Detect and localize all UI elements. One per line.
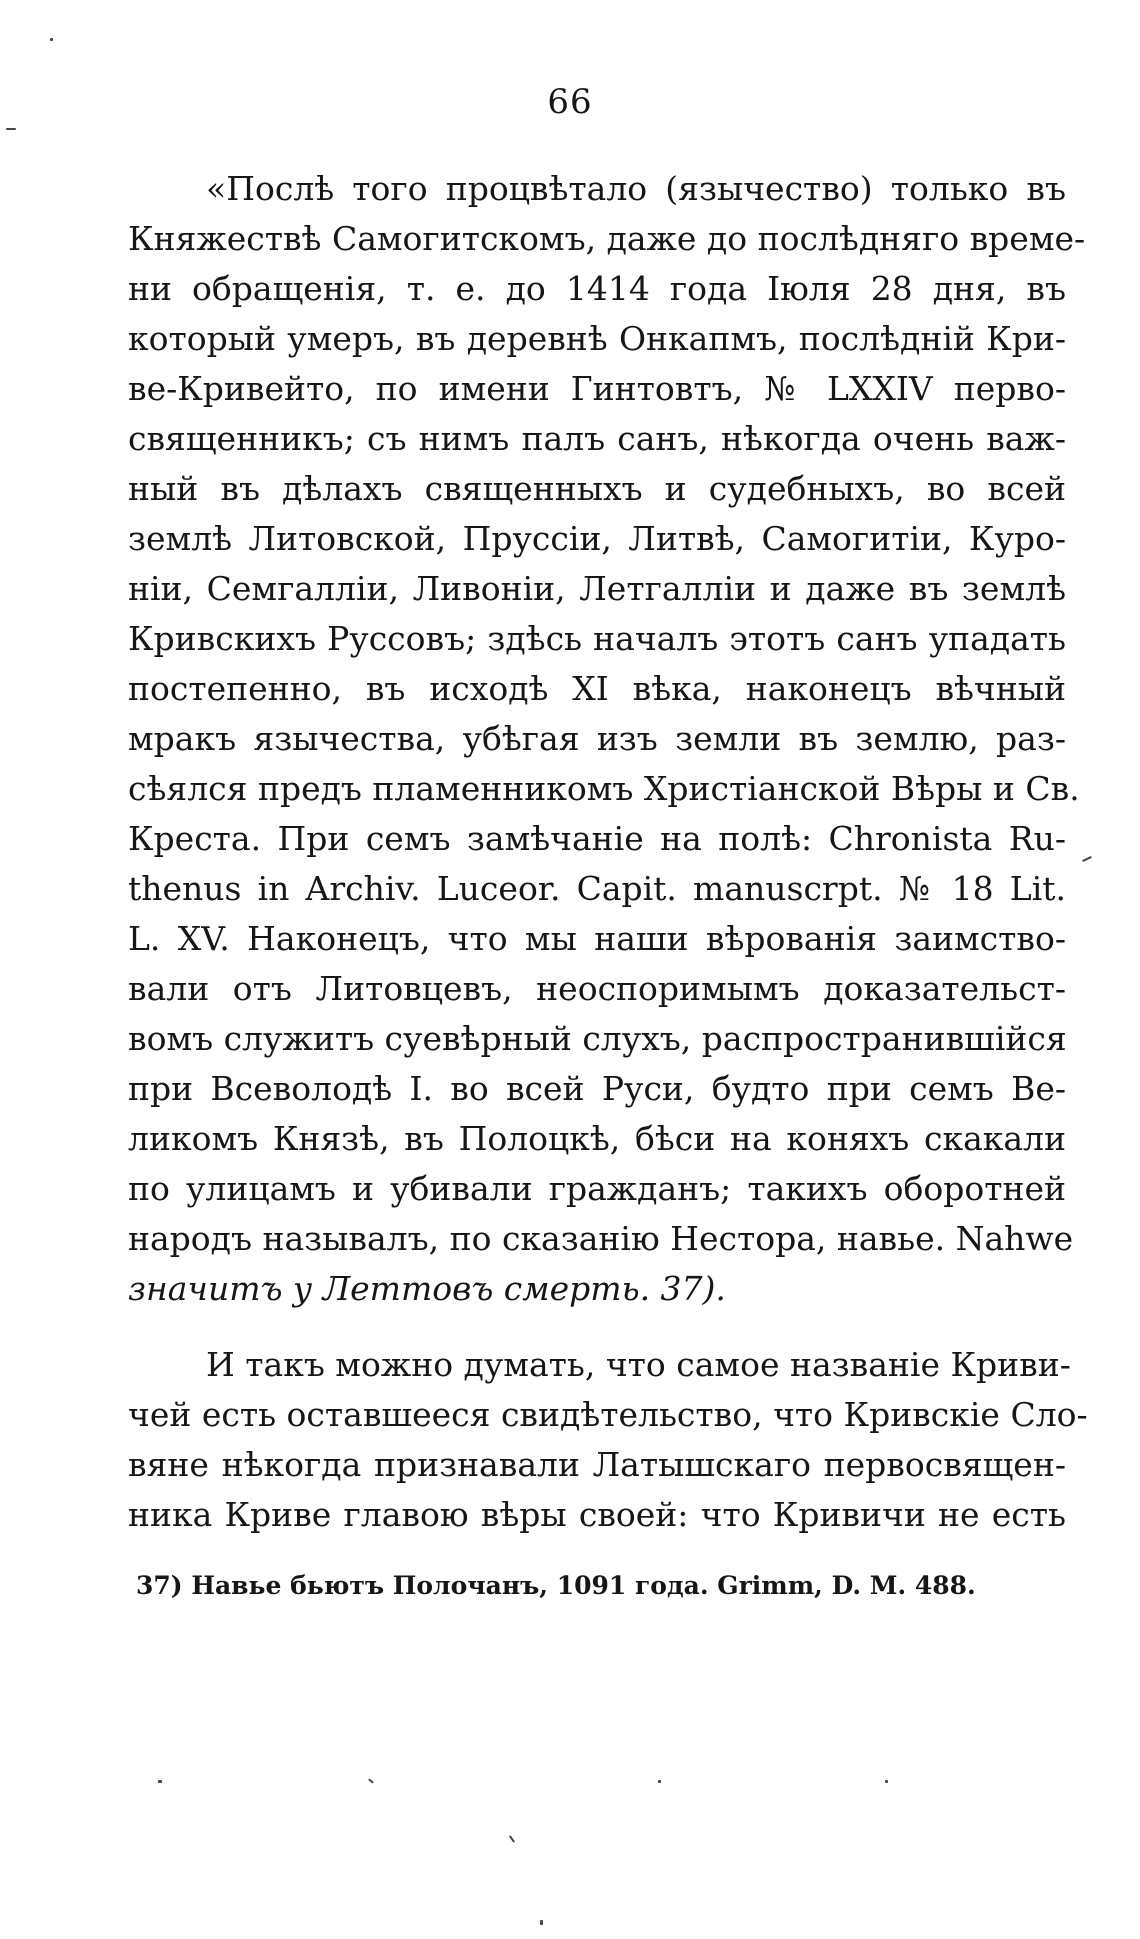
- page-number: 66: [547, 82, 593, 122]
- text-line: thenus in Archiv. Luceor. Capit. manuscrpt. № 18 Lit.: [128, 869, 1066, 908]
- text-line: который умеръ, въ деревнѣ Онкапмъ, послѣдній Кри-: [128, 319, 1066, 358]
- scan-speck: [1082, 856, 1092, 862]
- text-line: вали отъ Литовцевъ, неоспоримымъ доказательст-: [128, 969, 1066, 1008]
- text-line: вяне нѣкогда признавали Латышскаго первосвящен-: [128, 1445, 1066, 1484]
- text-line: чей есть оставшееся свидѣтельство, что Кривскіе Сло-: [128, 1395, 1088, 1434]
- scan-speck: [6, 128, 16, 130]
- text-line: Кривскихъ Руссовъ; здѣсь началъ этотъ санъ упадать: [128, 619, 1066, 658]
- text-line: И такъ можно думать, что самое названіе Криви-: [206, 1345, 1071, 1384]
- scan-speck: [158, 1780, 162, 1783]
- text-line: ни обращенія, т. е. до 1414 года Іюля 28 дня, въ: [128, 269, 1066, 308]
- text-line: землѣ Литовской, Пруссіи, Литвѣ, Самогитіи, Куро-: [128, 519, 1066, 558]
- footnote: 37) Навье бьютъ Полочанъ, 1091 года. Grimm, D. M. 488.: [136, 1571, 976, 1600]
- text-line: Княжествѣ Самогитскомъ, даже до послѣдняго време-: [128, 219, 1086, 258]
- text-line: при Всеволодѣ I. во всей Руси, будто при семъ Ве-: [128, 1069, 1066, 1108]
- text-line: ный въ дѣлахъ священныхъ и судебныхъ, во всей: [128, 469, 1066, 508]
- text-line: мракъ язычества, убѣгая изъ земли въ землю, раз-: [128, 719, 1066, 758]
- scan-speck: [368, 1778, 374, 1783]
- text-line: L. XV. Наконецъ, что мы наши вѣрованія заимство-: [128, 919, 1066, 958]
- text-line: постепенно, въ исходѣ XI вѣка, наконецъ вѣчный: [128, 669, 1066, 708]
- scan-speck: [885, 1780, 888, 1783]
- text-line: Креста. При семъ замѣчаніе на полѣ: Chronista Ru-: [128, 819, 1066, 858]
- text-line: ве-Кривейто, по имени Гинтовтъ, № LXXIV перво-: [128, 369, 1066, 408]
- text-line: священникъ; съ нимъ палъ санъ, нѣкогда очень важ-: [128, 419, 1066, 458]
- text-line: сѣялся предъ пламенникомъ Христіанской Вѣры и Св.: [128, 769, 1080, 808]
- text-line: вомъ служитъ суевѣрный слухъ, распространившійся: [128, 1019, 1067, 1058]
- text-line: ника Криве главою вѣры своей: что Кривичи не есть: [128, 1495, 1066, 1534]
- text-line: ніи, Семгалліи, Ливоніи, Летгалліи и даже въ землѣ: [128, 569, 1066, 608]
- scan-speck: [50, 38, 53, 41]
- text-line: «Послѣ того процвѣтало (язычество) только въ: [206, 169, 1066, 208]
- text-line: по улицамъ и убивали гражданъ; такихъ оборотней: [128, 1169, 1066, 1208]
- scan-speck: [509, 1835, 515, 1843]
- scan-speck: [540, 1920, 543, 1925]
- text-line: значитъ у Леттовъ смерть. 37).: [128, 1269, 726, 1308]
- text-line: ликомъ Князѣ, въ Полоцкѣ, бѣси на коняхъ скакали: [128, 1119, 1066, 1158]
- text-line: народъ называлъ, по сказанію Нестора, навье. Nahwe: [128, 1219, 1074, 1258]
- scan-speck: [658, 1780, 661, 1783]
